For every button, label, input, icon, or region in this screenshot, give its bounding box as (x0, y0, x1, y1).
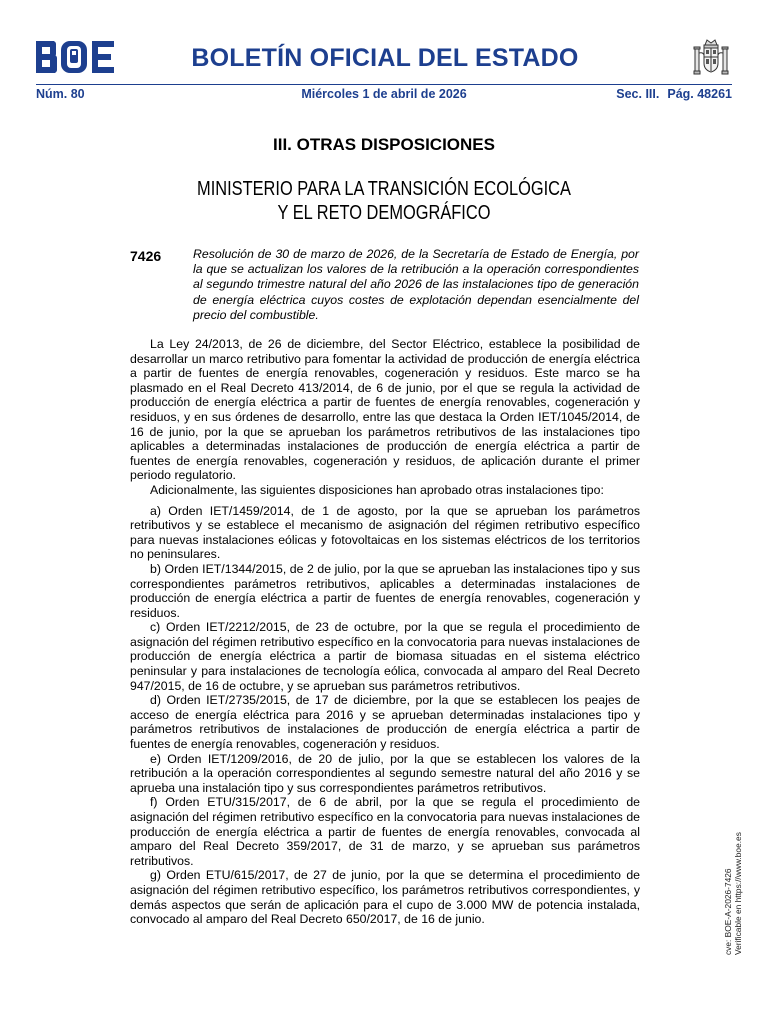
document-number: 7426 (130, 248, 162, 264)
list-item: e) Orden IET/1209/2016, de 20 de julio, por la que se establecen los valores de la retribución a la operación correspondientes al segundo semestre natural del año 2016 y se aprueba una instalación tipo y sus correspondientes parámetros retributivos. (130, 751, 640, 795)
list-item: d) Orden IET/2735/2015, de 17 de diciembre, por la que se establecen los peajes de acceso de energía eléctrica para 2016 y se aprueban determinadas instalaciones tipo y parámetros retributivos de instalaciones de producción de energía eléctrica a partir de fuentes de energía renovables, cogeneración y residuos. (130, 693, 640, 752)
boe-logo (36, 41, 116, 73)
issue-meta (36, 87, 732, 103)
cve-code: cve: BOE-A-2026-7426 (723, 868, 733, 955)
document-body (130, 337, 640, 927)
ministry-line-2: Y EL RETO DEMOGRÁFICO (277, 202, 491, 224)
paragraph: La Ley 24/2013, de 26 de diciembre, del Sector Eléctrico, establece la posibilidad de desarrollar un marco retributivo para fomentar la actividad de producción de energía eléctrica a partir de fuentes de energía renovables, cogeneración y residuos. Este marco se ha plasmado en el Real Decreto 413/2014, de 6 de junio, por el que se regula la actividad de producción de energía eléctrica a partir de fuentes de energía renovables, cogeneración y residuos, y en sus órdenes de desarrollo, entre las que destaca la Orden IET/1045/2014, de 16 de junio, por la que se aprueban los parámetros retributivos de las instalaciones tipo aplicables a determinadas instalaciones de producción de energía eléctrica a partir de fuentes de energía renovables, cogeneración y residuos, de aplicación durante el primer periodo regulatorio. (130, 337, 640, 483)
header-rule (36, 84, 732, 85)
list-item: b) Orden IET/1344/2015, de 2 de julio, por la que se aprueban las instalaciones tipo y sus correspondientes parámetros retributivos, aplicables a determinadas instalaciones de producción de energía eléctrica a partir de fuentes de energía renovables, cogeneración y residuos. (130, 561, 640, 620)
verification-link[interactable]: Verificable en https://www.boe.es (733, 832, 743, 955)
issue-number: Núm. 80 (36, 87, 85, 101)
page-number: Pág. 48261 (667, 87, 732, 101)
list-item: a) Orden IET/1459/2014, de 1 de agosto, por la que se aprueban los parámetros retributivos y se establece el mecanismo de asignación del régimen retributivo específico para nuevas instalaciones eólicas y fotovoltaicas en los sistemas eléctricos de los territorios no peninsulares. (130, 503, 640, 562)
verification-sidebar (723, 805, 743, 955)
gazette-title: BOLETÍN OFICIAL DEL ESTADO (191, 44, 579, 72)
ministry-line-1: MINISTERIO PARA LA TRANSICIÓN ECOLÓGICA (197, 178, 571, 200)
resolution-summary: Resolución de 30 de marzo de 2026, de la Secretaría de Estado de Energía, por la que se actualizan los valores de la retribución a la operación correspondientes al segundo trimestre natural del año 2026 de las instalaciones tipo de generación de energía eléctrica cuyos costes de explotación dependan esencialmente del precio del combustible. (193, 247, 639, 322)
list-item: f) Orden ETU/315/2017, de 6 de abril, por la que se regula el procedimiento de asignación del régimen retributivo específico en la convocatoria para nuevas instalaciones de producción de energía eléctrica a partir de fuentes de energía renovables, convocada al amparo del Real Decreto 359/2017, de 31 de marzo, y se aprueban sus parámetros retributivos. (130, 795, 640, 868)
paragraph: Adicionalmente, las siguientes disposiciones han aprobado otras instalaciones tipo: (150, 482, 604, 497)
section-ref: Sec. III. (616, 87, 660, 101)
list-item: g) Orden ETU/615/2017, de 27 de junio, por la que se determina el procedimiento de asignación del régimen retributivo específico, los parámetros retributivos correspondientes, y demás aspectos que serán de aplicación para el cupo de 3.000 MW de potencia instalada, convocado al amparo del Real Decreto 650/2017, de 16 de junio. (130, 868, 640, 927)
ministry-heading (130, 177, 638, 225)
issue-date: Miércoles 1 de abril de 2026 (301, 87, 467, 101)
list-item: c) Orden IET/2212/2015, de 23 de octubre, por la que se regula el procedimiento de asignación del régimen retributivo específico en la convocatoria para nuevas instalaciones de producción de energía eléctrica a partir de biomasa situadas en el sistema eléctrico peninsular y para instalaciones de tecnología eólica, convocada al amparo del Real Decreto 947/2015, de 16 de octubre, y se aprueban sus parámetros retributivos. (130, 620, 640, 693)
section-heading: III. OTRAS DISPOSICIONES (273, 135, 495, 154)
coat-of-arms-icon (690, 37, 732, 79)
